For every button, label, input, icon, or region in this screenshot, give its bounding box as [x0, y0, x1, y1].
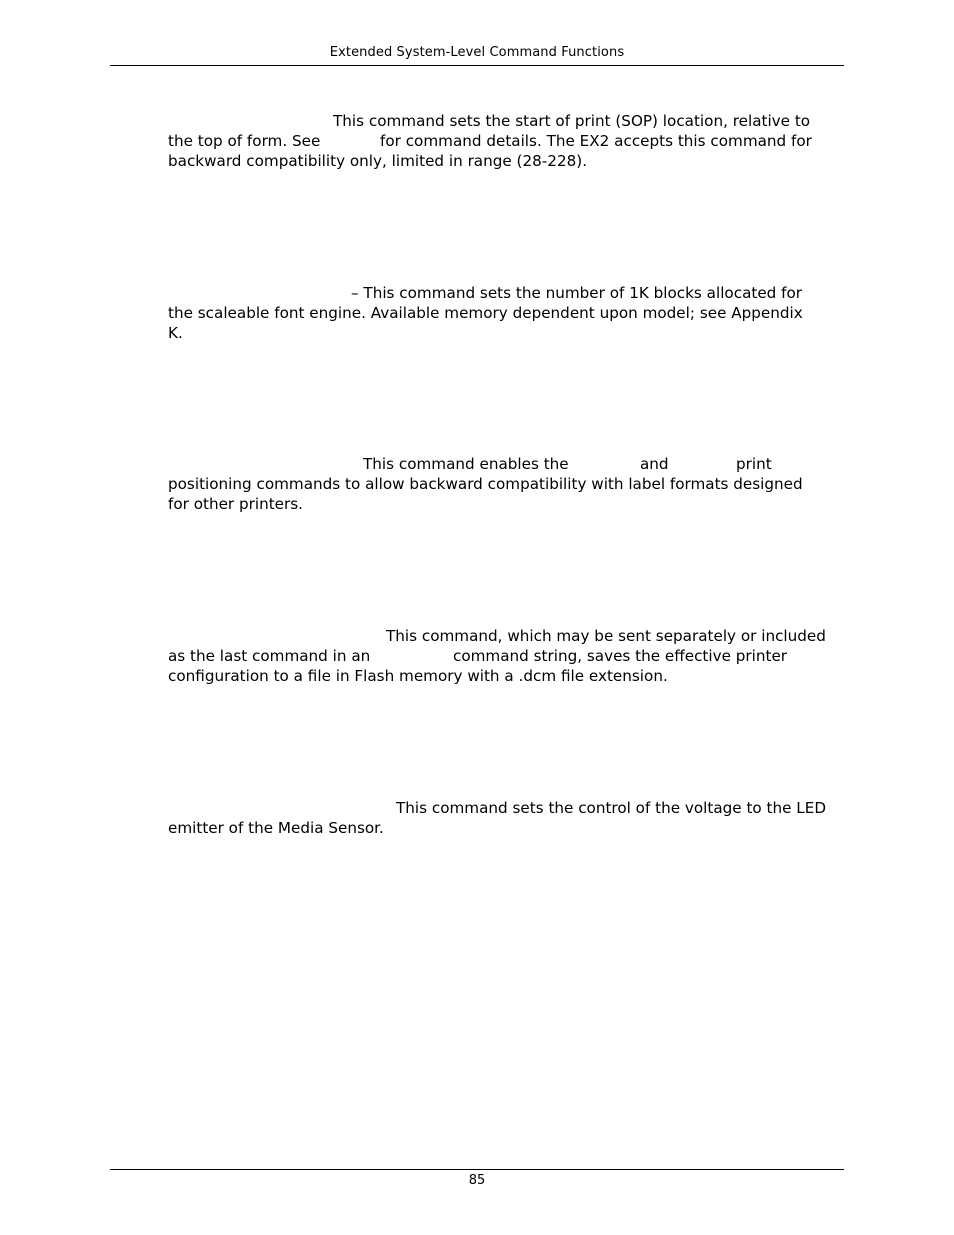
text-line: [168, 454, 844, 474]
text-line: [168, 131, 844, 151]
text-segment: This command, which may be sent separately or included: [386, 627, 826, 645]
text-line: [168, 818, 844, 838]
text-line: [168, 323, 844, 343]
text-line: [168, 151, 844, 171]
text-segment: positioning commands to allow backward compatibility with label formats designed: [168, 475, 803, 493]
text-segment: This command enables the: [363, 455, 569, 473]
text-line: [168, 626, 844, 646]
text-segment: for other printers.: [168, 495, 304, 513]
running-header: Extended System-Level Command Functions: [329, 45, 625, 60]
paragraph-media-sensor-voltage: [168, 798, 844, 838]
text-segment: command string, saves the effective printer: [453, 647, 788, 665]
footer-divider: [110, 1169, 844, 1170]
header-divider: [110, 65, 844, 66]
text-line: [168, 283, 844, 303]
text-segment: This command sets the control of the voltage to the LED: [396, 799, 827, 817]
text-line: [168, 666, 844, 686]
text-line: [168, 798, 844, 818]
paragraph-print-positioning: [168, 454, 844, 514]
text-line: [168, 494, 844, 514]
text-segment: configuration to a file in Flash memory with a .dcm file extension.: [168, 667, 668, 685]
text-segment: the scaleable font engine. Available memory dependent upon model; see Appendix: [168, 304, 803, 322]
text-line: [168, 303, 844, 323]
text-line: [168, 111, 844, 131]
paragraph-sop-location: [168, 111, 844, 171]
text-segment: print: [736, 455, 772, 473]
paragraph-font-engine-memory: [168, 283, 844, 343]
text-segment: emitter of the Media Sensor.: [168, 819, 384, 837]
text-segment: K.: [168, 324, 183, 342]
text-line: [168, 646, 844, 666]
text-segment: This command sets the start of print (SOP) location, relative to: [333, 112, 811, 130]
text-segment: the top of form. See: [168, 132, 321, 150]
text-segment: as the last command in an: [168, 647, 371, 665]
paragraph-save-configuration: [168, 626, 844, 686]
text-line: [168, 474, 844, 494]
text-segment: – This command sets the number of 1K blocks allocated for: [351, 284, 803, 302]
text-segment: backward compatibility only, limited in range (28-228).: [168, 152, 588, 170]
text-segment: and: [640, 455, 669, 473]
page-number: 85: [468, 1173, 486, 1188]
text-segment: for command details. The EX2 accepts this command for: [380, 132, 812, 150]
